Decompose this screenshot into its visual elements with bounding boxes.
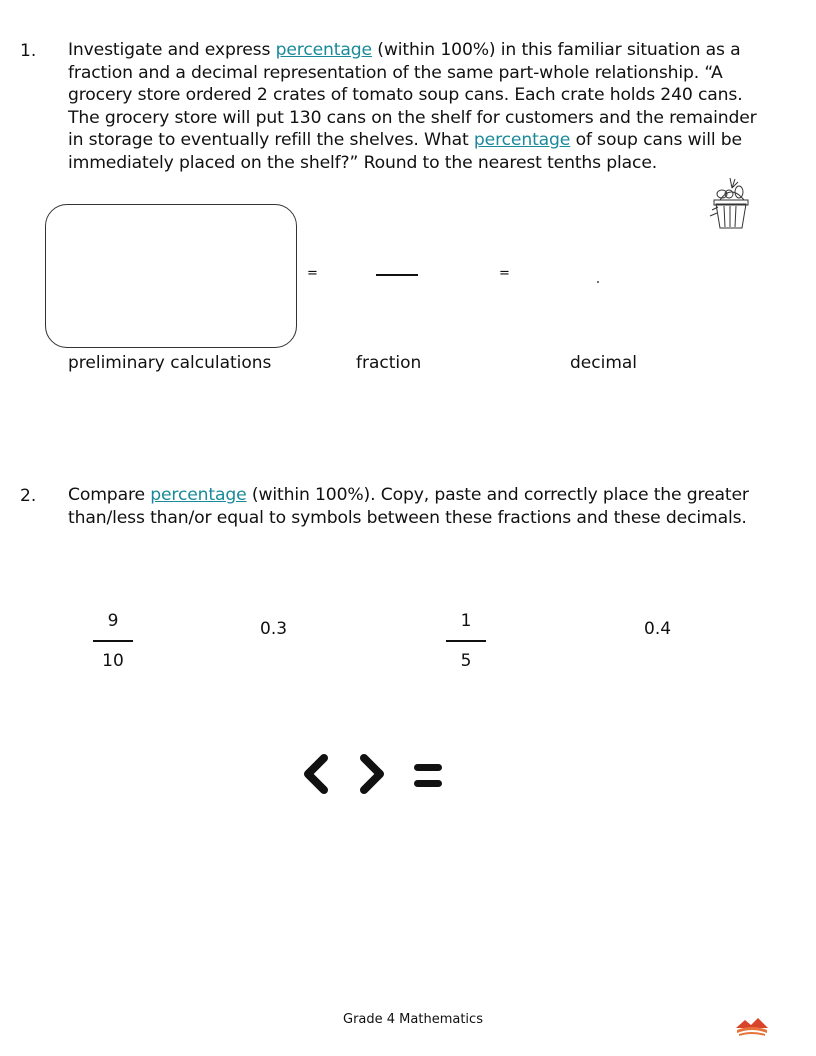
question-2-text — [68, 484, 798, 529]
decimal-0-4: 0.4 — [644, 619, 672, 639]
preliminary-calculations-box[interactable] — [45, 204, 297, 348]
numerator: 1 — [460, 611, 472, 631]
fraction-bar — [93, 640, 133, 642]
q1-line-6: immediately placed on the shelf?” Round to the nearest tenths place. — [68, 152, 658, 173]
q1-line-4: The grocery store will put 130 cans on the shelf for customers and the remainder — [68, 107, 757, 128]
q1-line-1: Investigate and express percentage (within 100%) in this familiar situation as a — [68, 40, 741, 60]
label-preliminary-calculations: preliminary calculations — [68, 353, 272, 373]
question-2-number: 2. — [20, 486, 37, 506]
percentage-link[interactable]: percentage — [150, 485, 247, 505]
question-1-text — [68, 39, 798, 175]
grocery-basket-icon — [708, 174, 754, 232]
percentage-link[interactable]: percentage — [275, 40, 372, 60]
label-decimal: decimal — [570, 353, 638, 373]
q2-line-1: Compare percentage (within 100%). Copy, paste and correctly place the greater — [68, 485, 749, 505]
question-1-number: 1. — [20, 41, 37, 61]
label-fraction: fraction — [356, 353, 422, 373]
q1-line-2: fraction and a decimal representation of the same part-whole relationship. “A — [68, 62, 723, 83]
footer-text: Grade 4 Mathematics — [343, 1012, 483, 1027]
q2-line-2: than/less than/or equal to symbols between these fractions and these decimals. — [68, 507, 747, 528]
equals-icon[interactable] — [414, 764, 442, 787]
denominator: 5 — [460, 651, 472, 671]
q1-line-3: grocery store ordered 2 crates of tomato soup cans. Each crate holds 240 cans. — [68, 85, 743, 106]
less-than-icon[interactable] — [308, 758, 324, 790]
greater-than-icon[interactable] — [364, 758, 380, 790]
logo-icon — [734, 1014, 770, 1038]
percentage-link[interactable]: percentage — [473, 130, 571, 151]
equals-sign-1: = — [307, 266, 318, 281]
decimal-0-3: 0.3 — [260, 619, 288, 639]
comparison-symbols — [300, 752, 450, 796]
fraction-bar — [446, 640, 486, 642]
fraction-9-10 — [91, 611, 135, 671]
denominator: 10 — [102, 651, 124, 671]
decimal-point — [597, 281, 599, 283]
fraction-bar — [376, 274, 418, 276]
q1-line-5: in storage to eventually refill the shelves. What percentage of soup cans will be — [68, 130, 742, 151]
numerator: 9 — [107, 611, 119, 631]
fraction-1-5 — [444, 611, 488, 671]
equals-sign-2: = — [499, 266, 510, 281]
